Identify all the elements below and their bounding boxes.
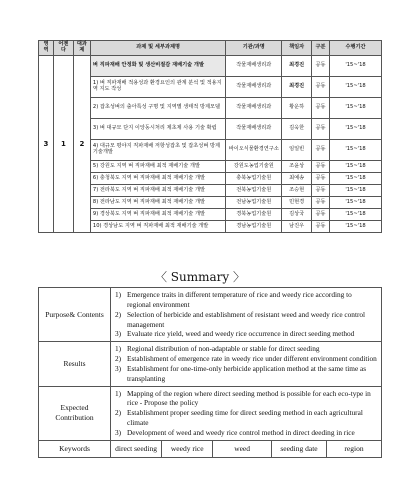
header-lead: 책임자 <box>282 41 312 56</box>
lead-cell: 김욱한 <box>282 119 312 140</box>
section-label: Purpose& Contents <box>39 288 111 342</box>
period-cell: '15~'18 <box>330 221 382 233</box>
table-row <box>39 173 382 185</box>
summary-row-keywords <box>39 440 382 457</box>
summary-title: 〈 Summary 〉 <box>154 270 245 284</box>
period-cell: '15~'18 <box>330 98 382 119</box>
lead-cell: 최경진 <box>282 56 312 77</box>
lead-cell: 황운하 <box>282 98 312 119</box>
header-major: 대과제 <box>73 41 90 56</box>
type-cell: 공동 <box>312 77 330 98</box>
table-row <box>39 140 382 161</box>
keyword-cell: weedy rice <box>162 440 213 457</box>
content-item: 2) Establishment proper seeding time for direct seeding method in each agricultural climate <box>115 408 363 428</box>
keyword-cell: direct seeding <box>111 440 162 457</box>
lead-cell: 최예송 <box>282 173 312 185</box>
task-cell: 4) 대규모 평야지 직파재배 저항성잡초 및 잡초성벼 방제 기술개발 <box>90 140 225 161</box>
org-cell: 경남농업기술원 <box>226 221 282 233</box>
org-cell: 충북농업기술원 <box>226 173 282 185</box>
table-row <box>39 209 382 221</box>
summary-row-contribution <box>39 386 382 440</box>
task-cell: 5) 강원도 지역 벼 직파재배 최적 재배기술 개발 <box>90 161 225 173</box>
org-cell: 전북농업기술원 <box>226 185 282 197</box>
content-item: 2) Selection of herbicide and establishment of resistant weed and weedy rice control management <box>115 309 366 329</box>
table-header-row <box>39 41 382 56</box>
period-cell: '15~'18 <box>330 77 382 98</box>
type-cell: 공동 <box>312 221 330 233</box>
content-item: 3) Establishment for one-time-only herbicide application method at the same time as transplanting <box>115 363 367 383</box>
content-item: 3) Evaluate rice yield, weed and weedy rice occurrence in direct seeding method <box>115 329 355 339</box>
section-content <box>111 288 382 342</box>
table-row <box>39 161 382 173</box>
summary-table <box>38 287 382 458</box>
header-agenda: 어젠다 <box>53 41 73 56</box>
header-org: 기관/과명 <box>226 41 282 56</box>
area-cell: 3 <box>39 56 54 233</box>
section-content <box>111 386 382 440</box>
task-cell: 1) 벼 직파재배 적용성과 환경요인의 관계 분석 및 적용지역 지도 작성 <box>90 77 225 98</box>
agenda-cell: 1 <box>53 56 73 233</box>
org-cell: 작물재배생리과 <box>226 77 282 98</box>
lead-cell: 조승현 <box>282 185 312 197</box>
type-cell: 공동 <box>312 197 330 209</box>
type-cell: 공동 <box>312 56 330 77</box>
task-cell: 3) 벼 대규모 단지 이앙동시처리 제초제 사용 기술 확립 <box>90 119 225 140</box>
keywords-label: Keywords <box>39 440 111 457</box>
period-cell: '15~'18 <box>330 173 382 185</box>
task-cell: 8) 전라남도 지역 벼 직파재배 최적 재배기술 개발 <box>90 197 225 209</box>
org-cell: 경북농업기술원 <box>226 209 282 221</box>
task-cell: 2) 잡초성벼의 출아특성 구명 및 지역별 생태적 방제모델 <box>90 98 225 119</box>
table-row <box>39 77 382 98</box>
type-cell: 공동 <box>312 98 330 119</box>
task-cell: 벼 직파재배 안정화 및 생산비절감 재배기술 개발 <box>90 56 225 77</box>
type-cell: 공동 <box>312 161 330 173</box>
keyword-cell: seeding date <box>271 440 326 457</box>
section-label: Expected Contribution <box>39 386 111 440</box>
period-cell: '15~'18 <box>330 119 382 140</box>
header-task: 과제 및 세부과제명 <box>90 41 225 56</box>
task-cell: 10) 경상남도 지역 벼 직파재배 최적 재배기술 개발 <box>90 221 225 233</box>
lead-cell: 임일빈 <box>282 140 312 161</box>
type-cell: 공동 <box>312 173 330 185</box>
summary-row-purpose <box>39 288 382 342</box>
content-item: 2) Establishment of emergence rate in weedy rice under different environment condition <box>115 354 377 364</box>
task-cell: 7) 전라북도 지역 벼 직파재배 최적 재배기술 개발 <box>90 185 225 197</box>
period-cell: '15~'18 <box>330 197 382 209</box>
type-cell: 공동 <box>312 185 330 197</box>
org-cell: 작물재배생리과 <box>226 98 282 119</box>
org-cell: 전남농업기술원 <box>226 197 282 209</box>
summary-row-results <box>39 342 382 386</box>
type-cell: 공동 <box>312 140 330 161</box>
org-cell: 바이오식물환경연구소 <box>226 140 282 161</box>
content-item: 1) Mapping of the region where direct seeding method is possible for each eco-type in rice - Propose the policy <box>115 388 371 408</box>
period-cell: '15~'18 <box>330 185 382 197</box>
period-cell: '15~'18 <box>330 209 382 221</box>
table-row <box>39 221 382 233</box>
table-row <box>39 98 382 119</box>
org-cell: 작물재배생리과 <box>226 56 282 77</box>
content-item: 1) Regional distribution of non-adaptable or stable for direct seeding <box>115 344 320 354</box>
lead-cell: 민현경 <box>282 197 312 209</box>
type-cell: 공동 <box>312 119 330 140</box>
org-cell: 작물재배생리과 <box>226 119 282 140</box>
lead-cell: 김상국 <box>282 209 312 221</box>
header-period: 수행기간 <box>330 41 382 56</box>
lead-cell: 조윤상 <box>282 161 312 173</box>
org-cell: 강원도농업기술원 <box>226 161 282 173</box>
keyword-cell: weed <box>213 440 272 457</box>
table-row <box>39 185 382 197</box>
major-cell: 2 <box>73 56 90 233</box>
table-row <box>39 197 382 209</box>
project-table <box>38 40 382 233</box>
period-cell: '15~'18 <box>330 140 382 161</box>
table-row <box>39 119 382 140</box>
lead-cell: 최경진 <box>282 77 312 98</box>
table-row <box>39 56 382 77</box>
type-cell: 공동 <box>312 209 330 221</box>
period-cell: '15~'18 <box>330 161 382 173</box>
task-cell: 9) 경상북도 지역 벼 직파재배 최적 재배기술 개발 <box>90 209 225 221</box>
header-type: 구분 <box>312 41 330 56</box>
task-cell: 6) 충청북도 지역 벼 직파재배 최적 재배기술 개발 <box>90 173 225 185</box>
section-label: Results <box>39 342 111 386</box>
period-cell: '15~'18 <box>330 56 382 77</box>
section-content <box>111 342 382 386</box>
content-item: 3) Development of weed and weedy rice control method in direct deeding in rice <box>115 427 355 437</box>
lead-cell: 남진우 <box>282 221 312 233</box>
keyword-cell: region <box>327 440 382 457</box>
content-item: 1) Emergence traits in different temperature of rice and weedy rice according to regional environment <box>115 290 352 309</box>
header-area: 영역 <box>39 41 54 56</box>
